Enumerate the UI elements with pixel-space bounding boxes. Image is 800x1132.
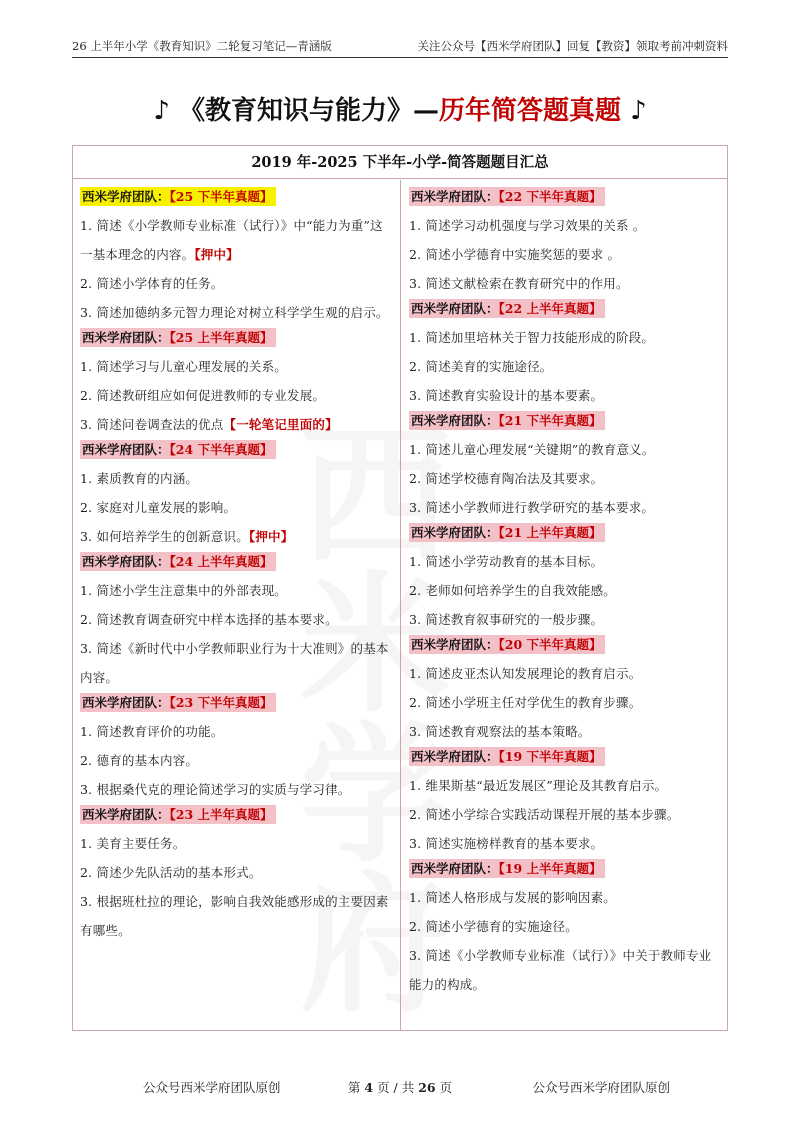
- year-section: [409, 858, 721, 999]
- right-column: [401, 180, 727, 1030]
- year-section: [409, 410, 721, 522]
- header-left-text: 26 上半年小学《教育知识》二轮复习笔记—青涵版: [72, 39, 332, 53]
- music-note-icon: ♪: [153, 96, 170, 126]
- question-item: 1. 简述《小学教师专业标准（试行）》中“能力为重”这一基本理念的内容。【押中】: [80, 218, 383, 262]
- year-section: [80, 804, 394, 945]
- header-divider: [72, 57, 728, 58]
- question-item: 3. 简述实施榜样教育的基本要求。: [409, 836, 604, 851]
- hit-tag: 【一轮笔记里面的】: [223, 417, 338, 432]
- year-section: [409, 298, 721, 410]
- question-item: 2. 老师如何培养学生的自我效能感。: [409, 583, 617, 598]
- question-item: 2. 简述美育的实施途径。: [409, 359, 553, 374]
- year-section: [409, 746, 721, 858]
- question-item: 1. 美育主要任务。: [80, 836, 186, 851]
- year-section: [80, 551, 394, 692]
- question-item: 3. 简述文献检索在教育研究中的作用。: [409, 276, 629, 291]
- section-heading: 西米学府团队：【19 下半年真题】: [409, 747, 605, 766]
- question-table: [72, 145, 728, 1031]
- question-item: 2. 简述小学德育的实施途径。: [409, 919, 578, 934]
- question-item: 2. 德育的基本内容。: [80, 753, 199, 768]
- question-item: 3. 简述加德纳多元智力理论对树立科学学生观的启示。: [80, 305, 389, 320]
- hit-tag: 【押中】: [194, 247, 239, 262]
- section-heading: 西米学府团队：【24 下半年真题】: [80, 440, 276, 459]
- year-section: [80, 439, 394, 551]
- page-header: [0, 0, 800, 58]
- year-section: [409, 186, 721, 298]
- hit-tag: 【押中】: [248, 529, 294, 544]
- page-title: [0, 90, 800, 127]
- section-heading: 西米学府团队：【23 下半年真题】: [80, 693, 276, 712]
- question-item: 2. 简述小学综合实践活动课程开展的基本步骤。: [409, 807, 680, 822]
- question-item: 1. 简述人格形成与发展的影响因素。: [409, 890, 617, 905]
- section-heading: 西米学府团队：【23 上半年真题】: [80, 805, 276, 824]
- footer-right-text: 公众号西米学府团队原创: [532, 1080, 670, 1095]
- year-section: [80, 692, 394, 804]
- question-item: 1. 素质教育的内涵。: [80, 471, 199, 486]
- section-heading: 西米学府团队：【20 下半年真题】: [409, 635, 605, 654]
- table-title: 2019 年-2025 下半年-小学-简答题题目汇总: [73, 146, 727, 179]
- year-section: [80, 327, 394, 439]
- year-section: [409, 522, 721, 634]
- question-item: 2. 简述学校德育陶冶法及其要求。: [409, 471, 604, 486]
- question-item: 2. 家庭对儿童发展的影响。: [80, 500, 237, 515]
- music-note-icon: ♪: [630, 96, 647, 126]
- question-item: 2. 简述小学德育中实施奖惩的要求 。: [409, 247, 621, 262]
- title-part-highlight: 历年简答题真题: [439, 96, 622, 126]
- page-number: 第 4 页 / 共 26 页: [347, 1080, 453, 1095]
- section-heading: 西米学府团队：【25 上半年真题】: [80, 328, 276, 347]
- question-item: 2. 简述少先队活动的基本形式。: [80, 865, 262, 880]
- question-item: 3. 简述小学教师进行教学研究的基本要求。: [409, 500, 655, 515]
- question-item: 1. 简述学习动机强度与学习效果的关系 。: [409, 218, 646, 233]
- section-heading: 西米学府团队：【25 下半年真题】: [80, 187, 276, 206]
- question-item: 3. 如何培养学生的创新意识。【押中】: [80, 529, 294, 544]
- question-item: 1. 简述教育评价的功能。: [80, 724, 224, 739]
- left-column: [73, 180, 401, 1030]
- question-item: 3. 简述教育观察法的基本策略。: [409, 724, 591, 739]
- question-item: 3. 根据桑代克的理论简述学习的实质与学习律。: [80, 782, 351, 797]
- question-item: 1. 简述小学劳动教育的基本目标。: [409, 554, 604, 569]
- question-item: 2. 简述小学体育的任务。: [80, 276, 224, 291]
- question-item: 3. 简述问卷调查法的优点【一轮笔记里面的】: [80, 417, 338, 432]
- question-item: 3. 简述教育叙事研究的一般步骤。: [409, 612, 604, 627]
- section-heading: 西米学府团队：【19 上半年真题】: [409, 859, 605, 878]
- section-heading: 西米学府团队：【21 上半年真题】: [409, 523, 605, 542]
- header-right-text: 关注公众号【西米学府团队】回复【教资】领取考前冲刺资料: [417, 39, 728, 53]
- question-item: 3. 简述教育实验设计的基本要素。: [409, 388, 604, 403]
- question-item: 1. 简述加里培林关于智力技能形成的阶段。: [409, 330, 655, 345]
- question-item: 1. 简述皮亚杰认知发展理论的教育启示。: [409, 666, 642, 681]
- footer-left-text: 公众号西米学府团队原创: [143, 1080, 281, 1095]
- question-item: 3. 根据班杜拉的理论，影响自我效能感形成的主要因素有哪些。: [80, 894, 389, 938]
- question-item: 3. 简述《新时代中小学教师职业行为十大准则》的基本内容。: [80, 641, 389, 685]
- title-part-book: 《教育知识与能力》—: [178, 96, 439, 126]
- question-item: 1. 简述儿童心理发展“关键期”的教育意义。: [409, 442, 655, 457]
- section-heading: 西米学府团队：【24 上半年真题】: [80, 552, 276, 571]
- section-heading: 西米学府团队：【22 上半年真题】: [409, 299, 605, 318]
- year-section: [409, 634, 721, 746]
- question-item: 2. 简述教研组应如何促进教师的专业发展。: [80, 388, 326, 403]
- year-section: [80, 186, 394, 327]
- section-heading: 西米学府团队：【21 下半年真题】: [409, 411, 605, 430]
- question-item: 2. 简述小学班主任对学优生的教育步骤。: [409, 695, 642, 710]
- question-item: 3. 简述《小学教师专业标准（试行）》中关于教师专业能力的构成。: [409, 948, 712, 992]
- section-heading: 西米学府团队：【22 下半年真题】: [409, 187, 605, 206]
- question-item: 2. 简述教育调查研究中样本选择的基本要求。: [80, 612, 338, 627]
- question-item: 1. 简述学习与儿童心理发展的关系。: [80, 359, 288, 374]
- question-item: 1. 维果斯基“最近发展区”理论及其教育启示。: [409, 778, 668, 793]
- question-item: 1. 简述小学生注意集中的外部表现。: [80, 583, 288, 598]
